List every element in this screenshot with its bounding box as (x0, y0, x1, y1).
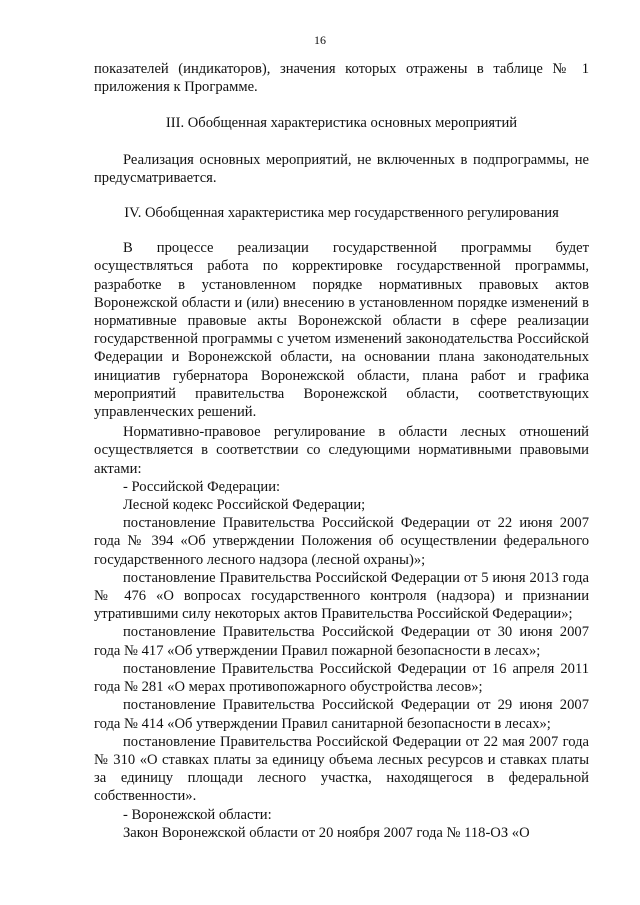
list-heading-federal: - Российской Федерации: (123, 478, 281, 495)
list-item-forest-code: Лесной кодекс Российской Федерации; (123, 497, 366, 514)
list-item-law-118-oz: Закон Воронежской области от 20 ноября 2007 года № 118-ОЗ «О (123, 824, 530, 841)
list-item-resolution-281: постановление Правительства Российской Федерации от 16 апреля 2011 года № 281 «О мерах противопожарного обустройства лесов»; (94, 660, 589, 696)
page-number: 16 (314, 33, 326, 47)
paragraph-main-activities: Реализация основных мероприятий, не включенных в подпрограммы, не предусматривается. (94, 151, 589, 186)
document-body (94, 60, 589, 842)
section-heading-iii: III. Обобщенная характеристика основных мероприятий (165, 115, 518, 132)
list-heading-regional: - Воронежской области: (123, 806, 272, 823)
paragraph-regulation-process: В процессе реализации государственной программы будет осуществляться работа по корректировке государственной программы, разработке в установленном порядке нормативных правовых актов Воронежской области и (или) внесению в установленном порядке изменений в нормативные правовые акты Воронежской области в сфере реализации государственной программы с учетом изменений законодательства Российской Федерации и Воронежской области, на основании плана законодательных инициатив губернатора Воронежской области, плана работ и графика мероприятий правительства Воронежской области, соответствующих управленческих решений. (94, 240, 589, 421)
list-item-resolution-476: постановление Правительства Российской Федерации от 5 июня 2013 года № 476 «О вопросах государственного контроля (надзора) и признании утратившими силу некоторых актов Правительства Российской Федерации»; (94, 569, 589, 623)
paragraph-indicators-note: показателей (индикаторов), значения которых отражены в таблице № 1 приложения к Программе. (94, 61, 589, 96)
list-item-resolution-414: постановление Правительства Российской Федерации от 29 июня 2007 года № 414 «Об утверждении Правил санитарной безопасности в лесах»; (94, 697, 589, 732)
list-item-resolution-417: постановление Правительства Российской Федерации от 30 июня 2007 года № 417 «Об утверждении Правил пожарной безопасности в лесах»; (94, 624, 589, 659)
list-item-resolution-394: постановление Правительства Российской Федерации от 22 июня 2007 года № 394 «Об утверждении Положения об осуществлении федерального государственного лесного надзора (лесной охраны)»; (94, 515, 589, 568)
list-item-resolution-310: постановление Правительства Российской Федерации от 22 мая 2007 года № 310 «О ставках платы за единицу объема лесных ресурсов и ставках платы за единицу площади лесного участка, находящегося в федеральной собственности». (94, 733, 589, 805)
section-heading-iv: IV. Обобщенная характеристика мер государственного регулирования (124, 205, 559, 222)
paragraph-legal-basis: Нормативно-правовое регулирование в области лесных отношений осуществляется в соответствии со следующими нормативными правовыми актами: (94, 424, 589, 477)
